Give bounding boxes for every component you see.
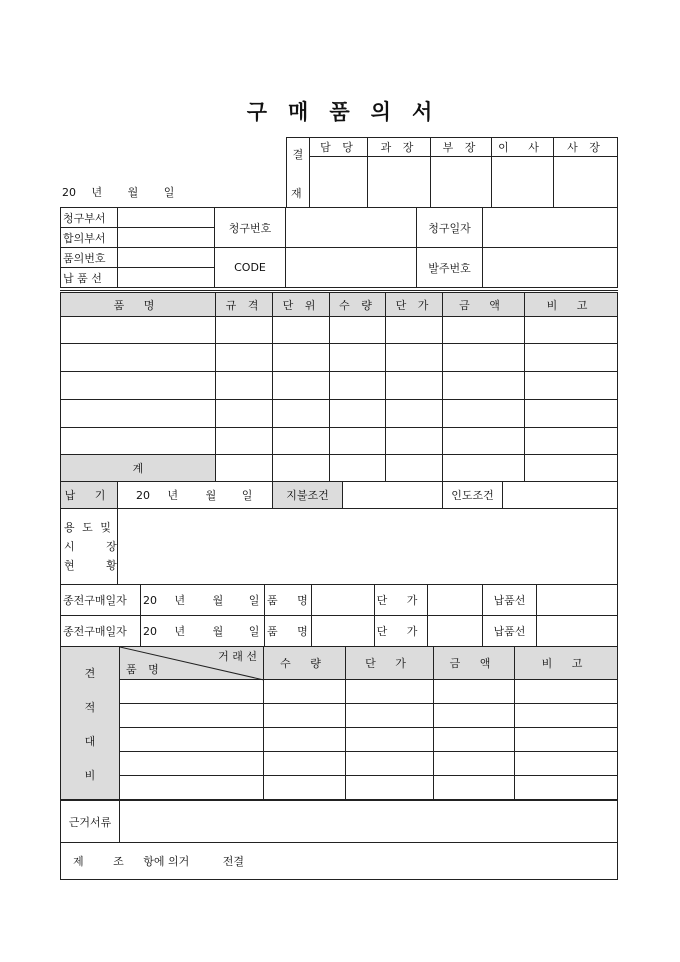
quote-row	[61, 704, 618, 728]
quote-row	[61, 728, 618, 752]
previous-purchase-table	[60, 584, 618, 647]
cell[interactable]	[434, 704, 515, 728]
cell[interactable]	[264, 680, 346, 704]
total-row	[61, 455, 618, 482]
cell[interactable]	[434, 680, 515, 704]
col-header-price: 단 가	[386, 292, 443, 317]
approval-role: 사 장	[554, 138, 618, 157]
cell[interactable]	[443, 344, 525, 372]
signature-box[interactable]	[310, 157, 368, 208]
coop-dept-label: 합의부서	[61, 228, 118, 248]
item-no-field[interactable]	[118, 248, 215, 268]
cell[interactable]	[346, 728, 434, 752]
month-unit: 월	[212, 594, 224, 607]
quote-side-char: 견	[84, 667, 96, 680]
year-value: 20	[143, 594, 157, 607]
order-no-label: 발주번호	[417, 248, 483, 288]
cell[interactable]	[515, 704, 618, 728]
previous-label: 종전구매일자	[61, 585, 141, 616]
signature-box[interactable]	[492, 157, 554, 208]
delivery-table	[60, 481, 618, 509]
request-dept-field[interactable]	[118, 208, 215, 228]
cell[interactable]	[120, 776, 264, 800]
signature-box[interactable]	[431, 157, 492, 208]
cell[interactable]	[61, 317, 216, 344]
cell[interactable]	[515, 728, 618, 752]
cell[interactable]	[61, 400, 216, 428]
cell[interactable]	[216, 428, 273, 455]
title-char: 매	[288, 99, 310, 124]
month-unit: 월	[212, 625, 224, 638]
col-header-note: 비 고	[525, 292, 618, 317]
previous-supplier-field[interactable]	[537, 616, 618, 647]
quote-row	[61, 752, 618, 776]
cell[interactable]	[330, 455, 386, 482]
supplier-label: 납 품 선	[61, 268, 118, 288]
cell[interactable]	[120, 752, 264, 776]
order-no-field[interactable]	[483, 248, 618, 288]
title-char: 서	[411, 99, 434, 124]
request-date-field[interactable]	[483, 208, 618, 248]
signature-box[interactable]	[368, 157, 431, 208]
cell[interactable]	[120, 680, 264, 704]
cell[interactable]	[330, 317, 386, 344]
cell[interactable]	[443, 455, 525, 482]
cell[interactable]	[515, 680, 618, 704]
signature-box[interactable]	[554, 157, 618, 208]
footer-table	[60, 842, 618, 880]
cell[interactable]	[386, 400, 443, 428]
cell[interactable]	[61, 344, 216, 372]
payment-label: 지불조건	[273, 482, 343, 509]
title-char: 품	[329, 99, 351, 124]
previous-date-field[interactable]	[141, 616, 265, 647]
cell[interactable]	[346, 776, 434, 800]
day-unit: 일	[163, 186, 175, 199]
info-table	[60, 207, 618, 288]
title-char: 구	[246, 99, 269, 124]
previous-supplier-label: 납품선	[483, 616, 537, 647]
quote-side-char: 대	[84, 735, 96, 748]
evidence-label: 근거서류	[61, 801, 120, 843]
item-row	[61, 344, 618, 372]
approval-role: 부 장	[431, 138, 492, 157]
cell[interactable]	[515, 752, 618, 776]
cell[interactable]	[61, 372, 216, 400]
cell[interactable]	[443, 372, 525, 400]
cell[interactable]	[330, 344, 386, 372]
approval-label-top: 결	[287, 138, 310, 208]
cell[interactable]	[61, 428, 216, 455]
quote-header-amount: 금 액	[434, 647, 515, 680]
items-table	[60, 290, 618, 482]
item-no-label: 품의번호	[61, 248, 118, 268]
cell[interactable]	[346, 680, 434, 704]
cell[interactable]	[386, 428, 443, 455]
previous-date-field[interactable]	[141, 585, 265, 616]
code-field[interactable]	[286, 248, 417, 288]
item-row	[61, 428, 618, 455]
year-value: 20	[62, 186, 76, 199]
previous-label: 종전구매일자	[61, 616, 141, 647]
delivery-label: 납 기	[61, 482, 118, 509]
cell[interactable]	[434, 776, 515, 800]
col-header-item: 품 명	[61, 292, 216, 317]
approval-role: 과 장	[368, 138, 431, 157]
quote-comparison-table	[60, 646, 618, 800]
year-unit: 년	[174, 594, 186, 607]
previous-supplier-label: 납품선	[483, 585, 537, 616]
cell[interactable]	[216, 400, 273, 428]
year-unit: 년	[174, 625, 186, 638]
cell[interactable]	[525, 317, 618, 344]
cell[interactable]	[273, 317, 330, 344]
coop-dept-field[interactable]	[118, 228, 215, 248]
supplier-field[interactable]	[118, 268, 215, 288]
previous-item-label: 품 명	[265, 585, 312, 616]
cell[interactable]	[525, 428, 618, 455]
purpose-line: 시 장	[64, 540, 131, 553]
footer-article: 제	[73, 855, 84, 868]
request-no-field[interactable]	[286, 208, 417, 248]
payment-field[interactable]	[343, 482, 443, 509]
cell[interactable]	[273, 344, 330, 372]
handover-label: 인도조건	[443, 482, 503, 509]
handover-field[interactable]	[503, 482, 618, 509]
cell[interactable]	[120, 704, 264, 728]
title-char: 의	[370, 99, 392, 124]
code-label: CODE	[215, 248, 286, 288]
approval-role: 이 사	[492, 138, 554, 157]
cell[interactable]	[525, 400, 618, 428]
evidence-table	[60, 800, 618, 843]
cell[interactable]	[346, 704, 434, 728]
cell[interactable]	[525, 344, 618, 372]
footer-line	[61, 843, 618, 880]
cell[interactable]	[346, 752, 434, 776]
request-date-line	[62, 184, 174, 200]
request-date-label: 청구일자	[417, 208, 483, 248]
purpose-table	[60, 508, 618, 585]
cell[interactable]	[216, 455, 273, 482]
cell[interactable]	[264, 752, 346, 776]
purpose-line: 현 황	[64, 559, 131, 572]
cell[interactable]	[120, 728, 264, 752]
cell[interactable]	[273, 428, 330, 455]
item-row	[61, 372, 618, 400]
evidence-field[interactable]	[120, 801, 618, 843]
cell[interactable]	[386, 317, 443, 344]
previous-price-label: 단 가	[375, 585, 428, 616]
cell[interactable]	[216, 372, 273, 400]
previous-supplier-field[interactable]	[537, 585, 618, 616]
month-unit: 월	[127, 186, 139, 199]
cell[interactable]	[330, 428, 386, 455]
day-unit: 일	[248, 594, 260, 607]
diag-top-label: 거 래 선	[218, 650, 257, 663]
year-value: 20	[143, 625, 157, 638]
delivery-date-field[interactable]	[118, 482, 273, 509]
cell[interactable]	[216, 317, 273, 344]
item-row	[61, 400, 618, 428]
page-title	[0, 96, 680, 126]
cell[interactable]	[264, 776, 346, 800]
request-dept-label: 청구부서	[61, 208, 118, 228]
quote-header-qty: 수 량	[264, 647, 346, 680]
cell[interactable]	[525, 372, 618, 400]
item-row	[61, 317, 618, 344]
cell[interactable]	[443, 428, 525, 455]
quote-side-char: 비	[84, 769, 96, 782]
cell[interactable]	[434, 728, 515, 752]
cell[interactable]	[386, 455, 443, 482]
previous-item-label: 품 명	[265, 616, 312, 647]
footer-decision: 전결	[222, 855, 245, 868]
cell[interactable]	[434, 752, 515, 776]
previous-price-field[interactable]	[428, 616, 483, 647]
cell[interactable]	[273, 400, 330, 428]
col-header-spec: 규 격	[216, 292, 273, 317]
cell[interactable]	[443, 317, 525, 344]
col-header-amount: 금 액	[443, 292, 525, 317]
previous-item-field[interactable]	[312, 616, 375, 647]
day-unit: 일	[248, 625, 260, 638]
diagonal-header-cell	[120, 647, 264, 680]
col-header-qty: 수 량	[330, 292, 386, 317]
cell[interactable]	[264, 728, 346, 752]
quote-row	[61, 680, 618, 704]
cell[interactable]	[273, 455, 330, 482]
approval-role: 담 당	[310, 138, 368, 157]
footer-paragraph: 항에 의거	[143, 855, 190, 868]
cell[interactable]	[515, 776, 618, 800]
year-unit: 년	[167, 489, 179, 502]
cell[interactable]	[330, 400, 386, 428]
year-value: 20	[136, 489, 150, 502]
approval-label-bottom: 재	[291, 187, 302, 200]
year-unit: 년	[91, 186, 103, 199]
month-unit: 월	[205, 489, 217, 502]
cell[interactable]	[386, 344, 443, 372]
purpose-label	[61, 509, 131, 585]
quote-row	[61, 776, 618, 800]
quote-header-note: 비 고	[515, 647, 618, 680]
cell[interactable]	[330, 372, 386, 400]
day-unit: 일	[241, 489, 253, 502]
cell[interactable]	[264, 704, 346, 728]
cell[interactable]	[216, 344, 273, 372]
quote-side-char: 적	[84, 701, 96, 714]
previous-price-field[interactable]	[428, 585, 483, 616]
footer-clause: 조	[113, 855, 124, 868]
purpose-field[interactable]	[118, 509, 618, 585]
cell[interactable]	[525, 455, 618, 482]
previous-item-field[interactable]	[312, 585, 375, 616]
cell[interactable]	[443, 400, 525, 428]
quote-header-price: 단 가	[346, 647, 434, 680]
purpose-line: 용 도 및	[64, 521, 113, 534]
cell[interactable]	[273, 372, 330, 400]
request-no-label: 청구번호	[215, 208, 286, 248]
col-header-unit: 단 위	[273, 292, 330, 317]
cell[interactable]	[386, 372, 443, 400]
approval-table	[286, 137, 618, 208]
total-label: 계	[61, 455, 216, 482]
previous-price-label: 단 가	[375, 616, 428, 647]
quote-side-label	[61, 647, 120, 800]
diag-bottom-label: 품 명	[126, 663, 163, 676]
